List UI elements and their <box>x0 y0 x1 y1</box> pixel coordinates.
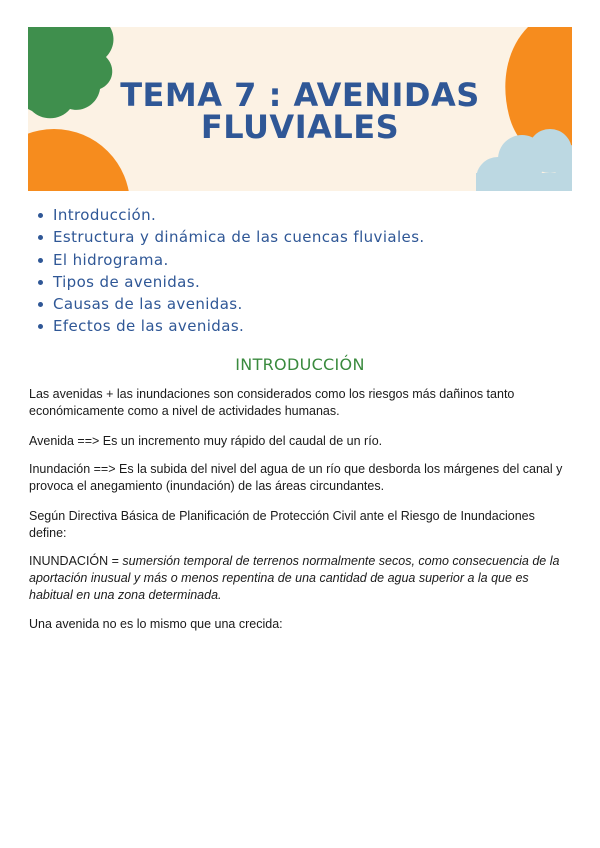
toc-item <box>38 293 425 315</box>
toc-item-label: Tipos de avenidas. <box>53 272 201 291</box>
paragraph-inundacion-definition: Inundación ==> Es la subida del nivel del agua de un río que desborda los márgenes del canal y provoca el anegamiento (inundación) de las áreas circundantes. <box>29 462 563 493</box>
toc-item <box>38 226 425 248</box>
inundacion-definition-text: sumersión temporal de terrenos normalmente secos, como consecuencia de la aportación inusual y más o menos repentina de una cantidad de agua superior a la que es habitual en una zona determinada. <box>29 554 560 602</box>
paragraph-inundacion-official <box>29 553 574 604</box>
page-title-line-1: TEMA 7 : AVENIDAS <box>120 76 480 114</box>
page-title <box>28 76 572 146</box>
inundacion-label: INUNDACIÓN = <box>29 554 123 568</box>
section-heading: INTRODUCCIÓN <box>235 355 365 374</box>
toc-item-label: Estructura y dinámica de las cuencas fluviales. <box>53 228 425 247</box>
toc-item <box>38 271 425 293</box>
toc-item-label: Efectos de las avenidas. <box>53 317 245 336</box>
page-title-line-2: FLUVIALES <box>200 108 400 146</box>
bullet-icon <box>38 258 43 263</box>
toc-item-label: Causas de las avenidas. <box>53 295 243 314</box>
bullet-icon <box>38 280 43 285</box>
paragraph-directiva: Según Directiva Básica de Planificación de Protección Civil ante el Riesgo de Inundaciones define: <box>29 509 535 540</box>
toc-item <box>38 315 425 337</box>
bullet-icon <box>38 302 43 307</box>
bullet-icon <box>38 324 43 329</box>
toc-item <box>38 204 425 226</box>
table-of-contents <box>38 204 425 338</box>
bullet-icon <box>38 213 43 218</box>
paragraph-avenida-definition: Avenida ==> Es un incremento muy rápido del caudal de un río. <box>29 434 383 448</box>
toc-item <box>38 249 425 271</box>
toc-item-label: El hidrograma. <box>53 250 169 269</box>
paragraph-intro: Las avenidas + las inundaciones son considerados como los riesgos más dañinos tanto económicamente como a nivel de actividades humanas. <box>29 387 515 418</box>
toc-item-label: Introducción. <box>53 206 157 224</box>
title-banner <box>28 27 572 191</box>
paragraph-avenida-vs-crecida: Una avenida no es lo mismo que una crecida: <box>29 617 283 631</box>
bullet-icon <box>38 235 43 240</box>
